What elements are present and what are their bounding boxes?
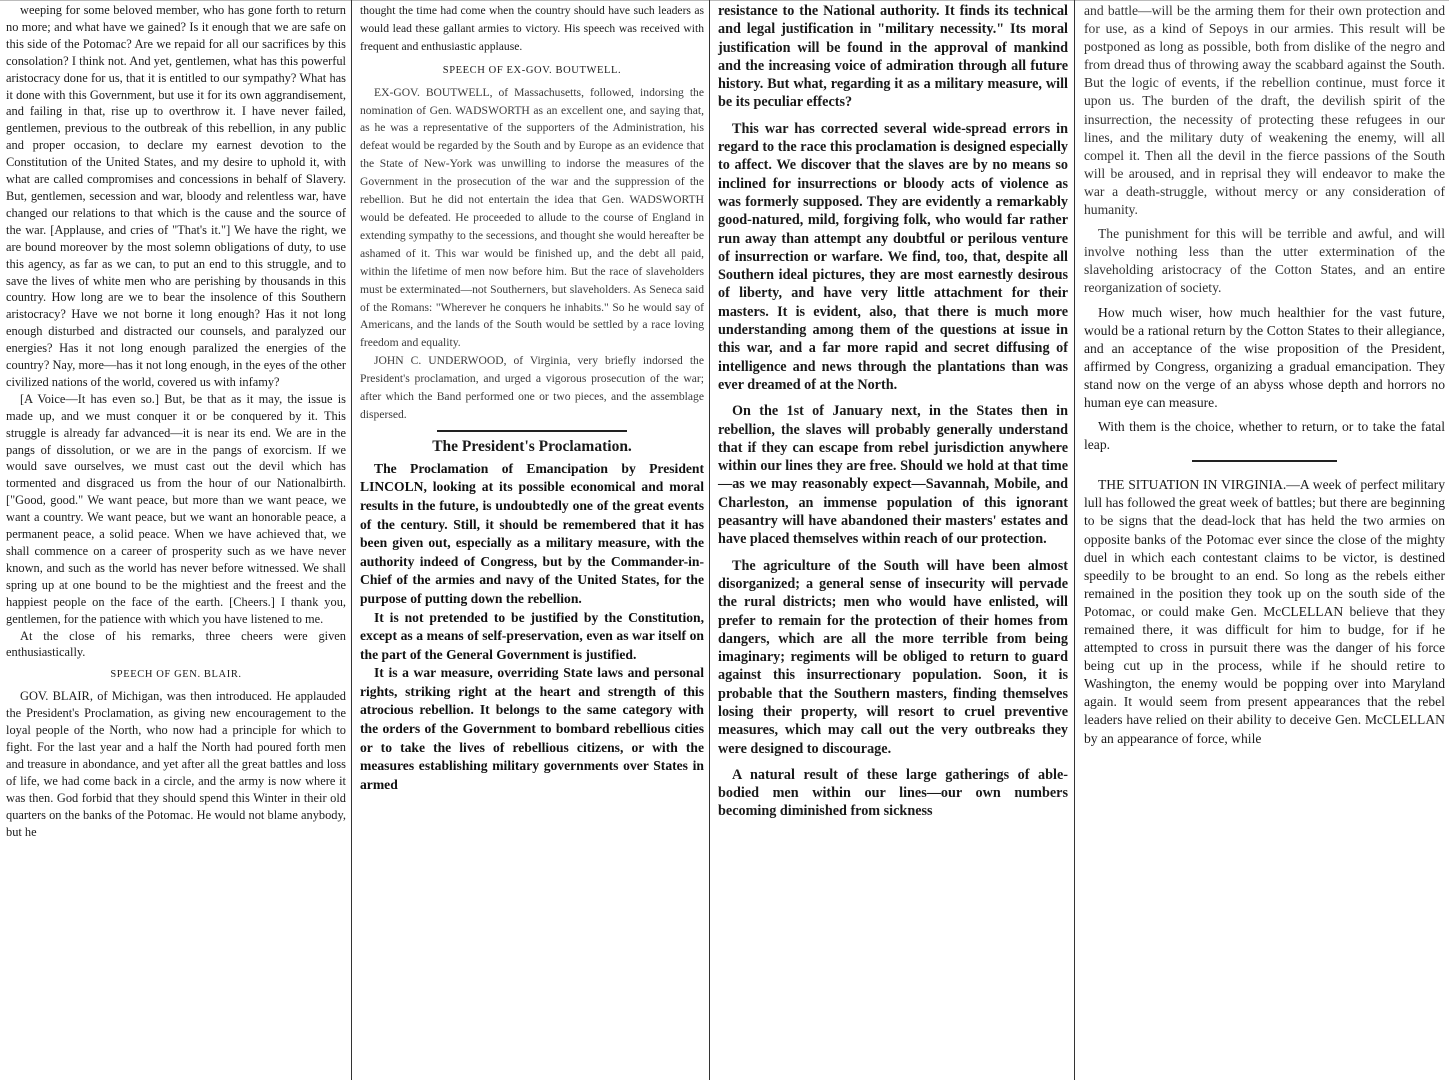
col2-paragraph-boutwell: EX-GOV. BOUTWELL, of Massachusetts, followed, indorsing the nomination of Gen. WADSWORTH as an excellent one, and saying that, as he was a representative of the supporters of the Administration, his defeat would be regarded by the South and by Europe as an evidence that the State of New-York was unwilling to indorse the measures of the Government in the prosecution of the war and the suppression of the rebellion. But he did not entertain the idea that Gen. WADSWORTH would be defeated. He proceeded to allude to the course of England in extending sympathy to the secessions, and thought she would hereafter be ashamed of it. This war would be finished up, and the debt all paid, within the lifetime of men now before him. But the race of slaveholders must be exterminated—not Southerners, but slaveholders. As Seneca said of the Romans: "Wherever he conquers he inhabits." So he would say of Americans, and the lands of the South would be settled by a race loving freedom and equality. bbox=[360, 85, 704, 350]
col4-paragraph-4: With them is the choice, whether to return, or to take the fatal leap. bbox=[1084, 419, 1445, 453]
col1-paragraph-2: [A Voice—It has even so.] But, be that as it may, the issue is made up, and we must conquer it or be conquered by it. This struggle is already far advanced—it is near its end. We are in the pangs of dissolution, or we are in the pangs of exorcism. If we would save ourselves, we must cast out the devil which has tormented and disgraced us from the hour of our Nationalbirth. ["Good, good." We want peace, but more than we want peace, we want a country. We want peace, but we want an honorable peace, a permanent peace, a solid peace. When we have achieved that, we shall commence on a career of prosperity such as we have never known, and such as the world has never before witnessed. We shall spring up at one bound to be the mightiest and the freest and the happiest people on the face of the earth. [Cheers.] I thank you, gentlemen, for the patience with which you have listened to me. bbox=[6, 391, 346, 626]
col3-paragraph-1: resistance to the National authority. It finds its technical and legal justification in "military necessity." Its moral justification will be found in the approval of mankind and the increasing voice of admiration through all future history. But what, regarding it as a military measure, will be its peculiar effects? bbox=[718, 3, 1068, 111]
col3-paragraph-5: A natural result of these large gatherings of able-bodied men within our lines—our own numbers becoming diminished from sickness bbox=[718, 766, 1068, 820]
column-rule-1 bbox=[351, 0, 352, 1080]
col4-divider bbox=[1192, 460, 1336, 462]
col2-intro: thought the time had come when the country should have such leaders as would lead these gallant armies to victory. His speech was received with frequent and enthusiastic applause. bbox=[360, 4, 704, 53]
col4-paragraph-1: and battle—will be the arming them for their own protection and for use, as a kind of Sepoys in our armies. This result will be postponed as long as possible, both from dislike of the negro and from dread thus of throwing away the scabbard against the South. But the logic of events, if the rebellion continue, must force it upon us. The burden of the draft, the devilish spirit of the insurrection, the necessity of protecting these refugees in our lines, and the military duty of weakening the enemy, will all compel it. Then all the devil in the fierce passions of the South will be aroused, and in reprisal they will endeavor to make the war a death-struggle, without mercy or any consideration of humanity. bbox=[1084, 3, 1445, 218]
col3-paragraph-2: This war has corrected several wide-spread errors in regard to the race this proclamation is designed especially to affect. We discover that the slaves are by no means so inclined for insurrections or bloody acts of violence as was formerly supposed. They are evidently a remarkably good-natured, mild, forgiving folk, who would far rather run away than attempt any doubtful or perilous venture of insurrection or warfare. We find, too, that, despite all Southern ideal pictures, they are most earnestly desirous of liberty, and have very little attachment for their masters. It is evident, also, that there is much more understanding among them of the questions at issue in this war, and a far more rapid and secret diffusing of intelligence and news through the plantations than was ever dreamed of at the North. bbox=[718, 120, 1068, 393]
col1-subheading: SPEECH OF GEN. BLAIR. bbox=[110, 669, 242, 681]
section-divider bbox=[437, 430, 626, 432]
column-rule-2 bbox=[709, 0, 710, 1080]
col4-situation-paragraph: THE SITUATION IN VIRGINIA.—A week of perfect military lull has followed the great week of battles; but there are beginning to be signs that the dead-lock that has held the two armies on opposite banks of the Potomac ever since the close of the mighty duel in which each contestant claims to be victor, is destined speedily to be brought to an end. So long as the rebels either remained in the position they took up on the south side of the Potomac, or could make Gen. McCLELLAN believe that they remained there, it was difficult for him to budge, for if he attempted to cross in pursuit there was the danger of his force being cut up in the process, while if he should retire to Washington, the enemy would be popping over into Maryland again. It would seem from present appearances that the rebel leaders have relied on their ability to deceive Gen. McCLELLAN by an appearance of force, while bbox=[1084, 477, 1445, 746]
col1-paragraph-1: weeping for some beloved member, who has gone forth to return no more; and what have we gained? Is it enough that we are safe on this side of the Potomac? Are we repaid for all our sacrifices by this consolation? I think not. And yet, gentlemen, what has this powerful aristocracy done for us, that it is entitled to our sympathy? What has it done with this Government, but use it for its own aggrandisement, and failing in that, rise up to overthrow it. I have never failed, gentlemen, previous to the outbreak of this rebellion, in any public and proper occasion, to declare my earnest devotion to the Constitution of the United States, and my desire to uphold it, with what are called compromises and concessions in behalf of Slavery. But, gentlemen, secession and war, bloody and relentless war, have changed our relations to that which is the cause and the source of the war. [Applause, and cries of "That's it."] We have the right, we are bound moreover by the most solemn obligations of duty, to use this agency, as far as we can, to put an end to this struggle, and to save the lives of white men who are perishing by thousands in this country. How long are we to bear the insolence of this Southern aristocracy? Have we not borne it long enough? Has it not long enough disturbed and distracted our counsels, and paralyzed our energies? Has it not long enough paralized the energies of the country? Nay, more—has it not long enough, in the eyes of the other civilized nations of the world, covered us with infamy? bbox=[6, 3, 346, 389]
col2-bold-paragraph-1: The Proclamation of Emancipation by President LINCOLN, looking at its possible economical and moral results in the future, is undoubtedly one of the great events of the century. Still, it should be remembered that it has been given out, especially as a military measure, with the authority indeed of Congress, but by the Commander-in-Chief of the armies and navy of the United States, for the purpose of putting down the rebellion. bbox=[360, 460, 704, 606]
article-heading: The President's Proclamation. bbox=[432, 437, 632, 455]
col2-subheading: SPEECH OF EX-GOV. BOUTWELL. bbox=[442, 64, 622, 76]
col2-paragraph-underwood: JOHN C. UNDERWOOD, of Virginia, very briefly indorsed the President's proclamation, and urged a vigorous prosecution of the war; after which the Band performed one or two pieces, and the assemblage dispersed. bbox=[360, 354, 704, 421]
column-2 bbox=[354, 0, 708, 1080]
col3-paragraph-4: The agriculture of the South will have been almost disorganized; a general sense of insecurity will pervade the rural districts; men who would have enlisted, will prefer to remain for the protection of their homes from dangers, which are all the more terrible from being imaginary; regiments will be obliged to return to guard against this insurrectionary population. Soon, it is probable that the Southern masters, finding themselves losing their property, will resort to cruel preventive measures, which may call out the very outbreaks they were designed to discourage. bbox=[718, 557, 1068, 757]
col2-bold-paragraph-3: It is a war measure, overriding State laws and personal rights, striking right at the heart and strength of this atrocious rebellion. It belongs to the same category with the orders of the Government to bombard rebellious cities or to take the lives of rebellious citizens, or with the measures establishing military governments over States in armed bbox=[360, 665, 704, 792]
column-1 bbox=[0, 0, 350, 1080]
col4-paragraph-2: The punishment for this will be terrible and awful, and will involve nothing less than the utter extermination of the slaveholding aristocracy of the Cotton States, and an entire reorganization of society. bbox=[1084, 226, 1445, 296]
col2-bold-paragraph-2: It is not pretended to be justified by the Constitution, except as a means of self-preservation, even as war itself on the part of the General Government is justified. bbox=[360, 609, 704, 662]
col1-paragraph-4: GOV. BLAIR, of Michigan, was then introduced. He applauded the President's Proclamation, as giving new encouragement to the loyal people of the North, who now had a principle for which to fight. For the last year and a half the North had poured forth men and treasure in abondance, and yet after all the great battles and loss of life, we had come back in a circle, and the army is now where it was then. God forbid that they should spend this Winter in their old quarters on the banks of the Potomac. He would not blame anybody, but he bbox=[6, 689, 346, 839]
column-4 bbox=[1078, 0, 1449, 1080]
column-3 bbox=[712, 0, 1072, 1080]
column-rule-3 bbox=[1074, 0, 1075, 1080]
col1-paragraph-3: At the close of his remarks, three cheers were given enthusiastically. bbox=[6, 628, 346, 660]
col4-paragraph-3: How much wiser, how much healthier for the vast future, would be a rational return by the Cotton States to their allegiance, and an acceptance of the wise proposition of the President, affirmed by Congress, organizing a gradual emancipation. They stand now on the verge of an abyss whose depth and horrors no human eye can measure. bbox=[1084, 304, 1445, 410]
col3-paragraph-3: On the 1st of January next, in the States then in rebellion, the slaves will probably generally understand that if they can escape from rebel jurisdiction anywhere within our lines they are free. Should we hold at that time—as we may reasonably expect—Savannah, Mobile, and Charleston, an immense population of this ignorant peasantry will have abandoned their masters' estates and have placed themselves within reach of our protection. bbox=[718, 403, 1068, 548]
